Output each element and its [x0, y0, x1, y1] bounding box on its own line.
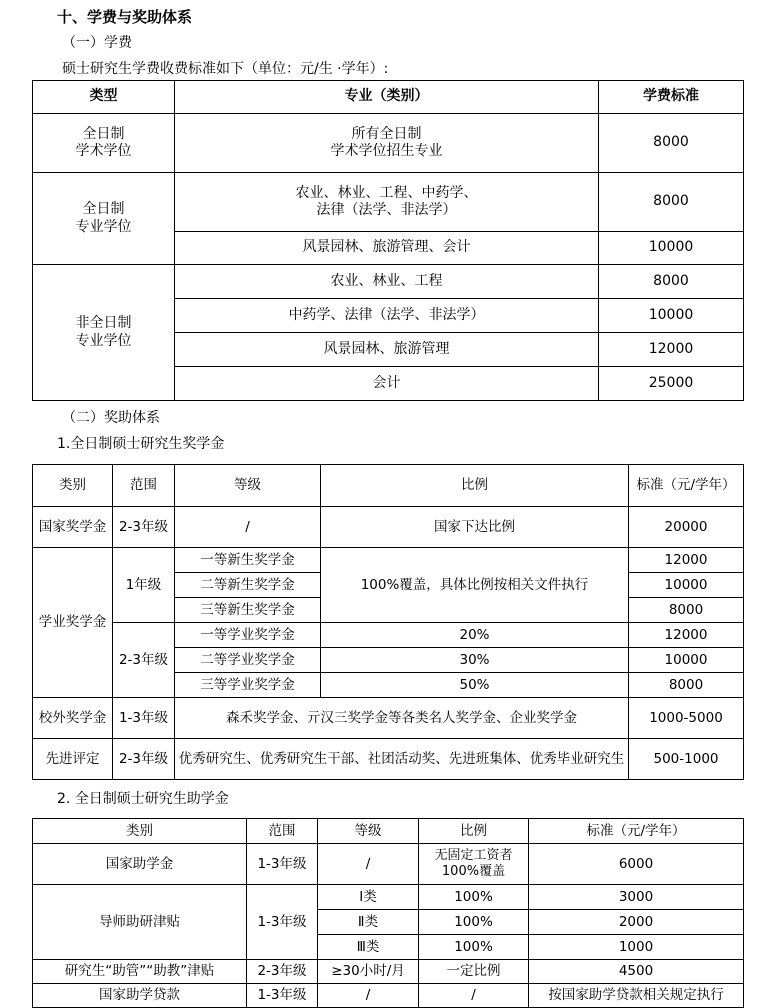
header-ratio: 比例: [419, 819, 529, 844]
header-fee: 学费标准: [599, 81, 744, 114]
standard-cell: 按国家助学贷款相关规定执行: [529, 984, 744, 1008]
level-cell: 二等新生奖学金: [175, 573, 321, 598]
desc-cell: 优秀研究生、优秀研究生干部、社团活动奖、先进班集体、优秀毕业研究生: [175, 739, 629, 780]
header-standard: 标准（元/学年）: [529, 819, 744, 844]
scope-cell: 2-3年级: [113, 507, 175, 548]
tuition-intro: 硕士研究生学费收费标准如下（单位：元/生 ·学年）:: [62, 61, 389, 77]
standard-cell: 6000: [529, 844, 744, 885]
ratio-cell: 30%: [321, 648, 629, 673]
fee-cell: 8000: [599, 265, 744, 299]
ratio-cell: 100%: [419, 885, 529, 910]
section-tuition-title: （一）学费: [62, 35, 132, 51]
standard-cell: 12000: [629, 548, 744, 573]
fee-cell: 8000: [599, 173, 744, 232]
level-cell: Ⅱ类: [318, 910, 419, 935]
scope-cell: 2-3年级: [113, 623, 175, 698]
standard-cell: 12000: [629, 623, 744, 648]
standard-cell: 3000: [529, 885, 744, 910]
category-cell: 研究生“助管”“助教”津贴: [33, 960, 247, 984]
standard-cell: 20000: [629, 507, 744, 548]
major-cell: 风景园林、旅游管理、会计: [175, 232, 599, 265]
major-cell: 中药学、法律（法学、非法学）: [175, 299, 599, 333]
major-cell: 会计: [175, 367, 599, 401]
ratio-cell: 100%: [419, 935, 529, 960]
header-scope: 范围: [247, 819, 318, 844]
fee-cell: 10000: [599, 232, 744, 265]
page-heading: 十、学费与奖助体系: [57, 8, 193, 26]
fee-cell: 12000: [599, 333, 744, 367]
scope-cell: 2-3年级: [113, 739, 175, 780]
ratio-cell: 国家下达比例: [321, 507, 629, 548]
scope-cell: 1-3年级: [247, 844, 318, 885]
ratio-cell: 20%: [321, 623, 629, 648]
category-cell: 先进评定: [33, 739, 113, 780]
standard-cell: 1000-5000: [629, 698, 744, 739]
level-cell: 二等学业奖学金: [175, 648, 321, 673]
scope-cell: 1年级: [113, 548, 175, 623]
fee-cell: 10000: [599, 299, 744, 333]
header-category: 类别: [33, 819, 247, 844]
header-category: 类别: [33, 465, 113, 507]
major-cell: 农业、林业、工程: [175, 265, 599, 299]
header-level: 等级: [318, 819, 419, 844]
category-cell: 导师助研津贴: [33, 885, 247, 960]
type-cell: 全日制 学术学位: [33, 114, 175, 173]
category-cell: 国家助学金: [33, 844, 247, 885]
fee-cell: 8000: [599, 114, 744, 173]
ratio-cell: 无固定工资者100%覆盖: [419, 844, 529, 885]
major-cell: 风景园林、旅游管理: [175, 333, 599, 367]
category-cell: 学业奖学金: [33, 548, 113, 698]
tuition-table: [32, 80, 744, 401]
type-cell: 非全日制 专业学位: [33, 265, 175, 401]
ratio-cell: 一定比例: [419, 960, 529, 984]
standard-cell: 2000: [529, 910, 744, 935]
scope-cell: 2-3年级: [247, 960, 318, 984]
header-level: 等级: [175, 465, 321, 507]
grant-table: [32, 818, 744, 1008]
major-cell: 所有全日制 学术学位招生专业: [175, 114, 599, 173]
level-cell: Ⅲ类: [318, 935, 419, 960]
scholarship-table: [32, 464, 744, 780]
standard-cell: 500-1000: [629, 739, 744, 780]
ratio-cell: 100%覆盖，具体比例按相关文件执行: [321, 548, 629, 623]
standard-cell: 8000: [629, 598, 744, 623]
ratio-cell: /: [419, 984, 529, 1008]
header-scope: 范围: [113, 465, 175, 507]
header-ratio: 比例: [321, 465, 629, 507]
scope-cell: 1-3年级: [247, 984, 318, 1008]
header-type: 类型: [33, 81, 175, 114]
level-cell: 三等学业奖学金: [175, 673, 321, 698]
section-aid-title: （二）奖助体系: [62, 410, 160, 426]
scope-cell: 1-3年级: [247, 885, 318, 960]
category-cell: 国家助学贷款: [33, 984, 247, 1008]
ratio-cell: 50%: [321, 673, 629, 698]
scholarship-title: 1.全日制硕士研究生奖学金: [57, 436, 225, 452]
major-cell: 农业、林业、工程、中药学、 法律（法学、非法学）: [175, 173, 599, 232]
header-major: 专业（类别）: [175, 81, 599, 114]
header-standard: 标准（元/学年）: [629, 465, 744, 507]
desc-cell: 森禾奖学金、亓汉三奖学金等各类名人奖学金、企业奖学金: [175, 698, 629, 739]
standard-cell: 10000: [629, 573, 744, 598]
standard-cell: 1000: [529, 935, 744, 960]
standard-cell: 8000: [629, 673, 744, 698]
category-cell: 国家奖学金: [33, 507, 113, 548]
standard-cell: 4500: [529, 960, 744, 984]
fee-cell: 25000: [599, 367, 744, 401]
level-cell: 三等新生奖学金: [175, 598, 321, 623]
level-cell: /: [318, 844, 419, 885]
grant-title: 2. 全日制硕士研究生助学金: [57, 791, 229, 807]
level-cell: 一等新生奖学金: [175, 548, 321, 573]
level-cell: ≥30小时/月: [318, 960, 419, 984]
level-cell: /: [318, 984, 419, 1008]
ratio-cell: 100%: [419, 910, 529, 935]
category-cell: 校外奖学金: [33, 698, 113, 739]
standard-cell: 10000: [629, 648, 744, 673]
scope-cell: 1-3年级: [113, 698, 175, 739]
level-cell: /: [175, 507, 321, 548]
type-cell: 全日制 专业学位: [33, 173, 175, 265]
level-cell: Ⅰ类: [318, 885, 419, 910]
level-cell: 一等学业奖学金: [175, 623, 321, 648]
